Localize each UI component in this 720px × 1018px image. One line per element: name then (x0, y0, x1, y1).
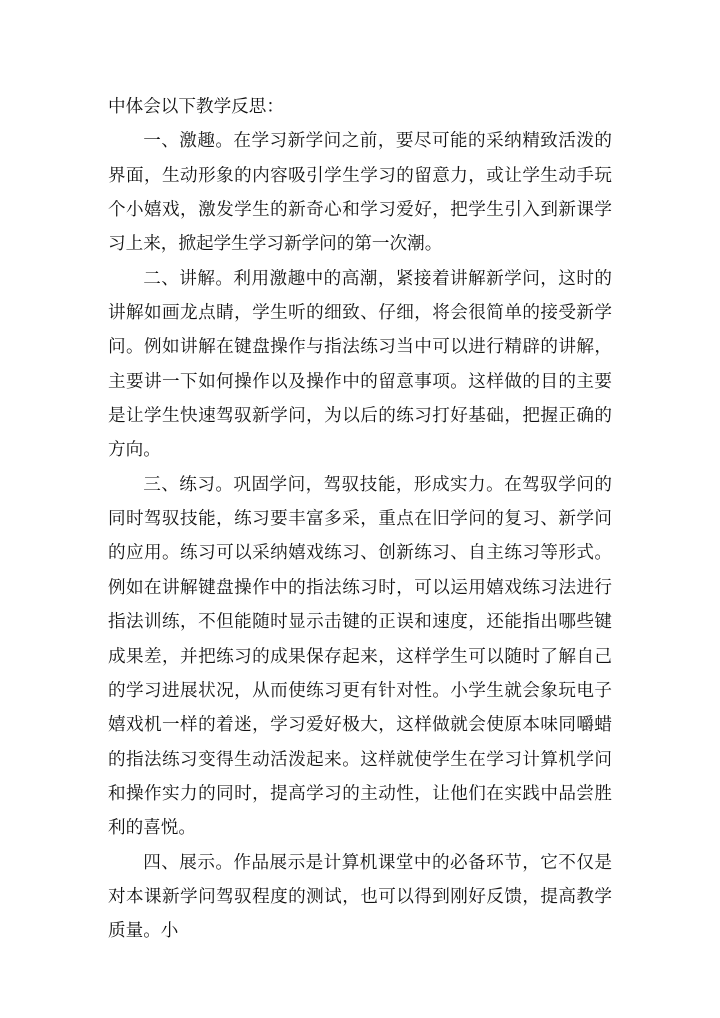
paragraph-showcase: 四、展示。作品展示是计算机课堂中的必备环节，它不仅是对本课新学问驾驭程度的测试，也可以得到刚好反馈，提高教学质量。小 (108, 852, 612, 942)
paragraph-explanation: 二、讲解。利用激趣中的高潮，紧接着讲解新学问，这时的讲解如画龙点睛，学生听的细致、仔细，将会很简单的接受新学问。例如讲解在键盘操作与指法练习当中可以进行精辟的讲解，主要讲一下如何操作以及操作中的留意事项。这样做的目的主要是让学生快速驾驭新学问，为以后的练习打好基础，把握正确的方向。 (108, 268, 612, 461)
paragraph-practice: 三、练习。巩固学问，驾驭技能，形成实力。在驾驭学问的同时驾驭技能，练习要丰富多采，重点在旧学问的复习、新学问的应用。练习可以采纳嬉戏练习、创新练习、自主练习等形式。例如在讲解键盘操作中的指法练习时，可以运用嬉戏练习法进行指法训练，不但能随时显示击键的正误和速度，还能指出哪些键成果差，并把练习的成果保存起来，这样学生可以随时了解自己的学习进展状况，从而使练习更有针对性。小学生就会象玩电子嬉戏机一样的着迷，学习爱好极大，这样做就会使原本味同嚼蜡的指法练习变得生动活泼起来。这样就使学生在学习计算机学问和操作实力的同时，提高学习的主动性，让他们在实践中品尝胜利的喜悦。 (108, 474, 612, 839)
paragraph-stimulate-interest: 一、激趣。在学习新学问之前，要尽可能的采纳精致活泼的界面，生动形象的内容吸引学生学习的留意力，或让学生动手玩个小嬉戏，激发学生的新奇心和学习爱好，把学生引入到新课学习上来，掀起学生学习新学问的第一次潮。 (108, 131, 612, 255)
document-body (108, 90, 612, 949)
paragraph-intro: 中体会以下教学反思： (108, 97, 284, 117)
